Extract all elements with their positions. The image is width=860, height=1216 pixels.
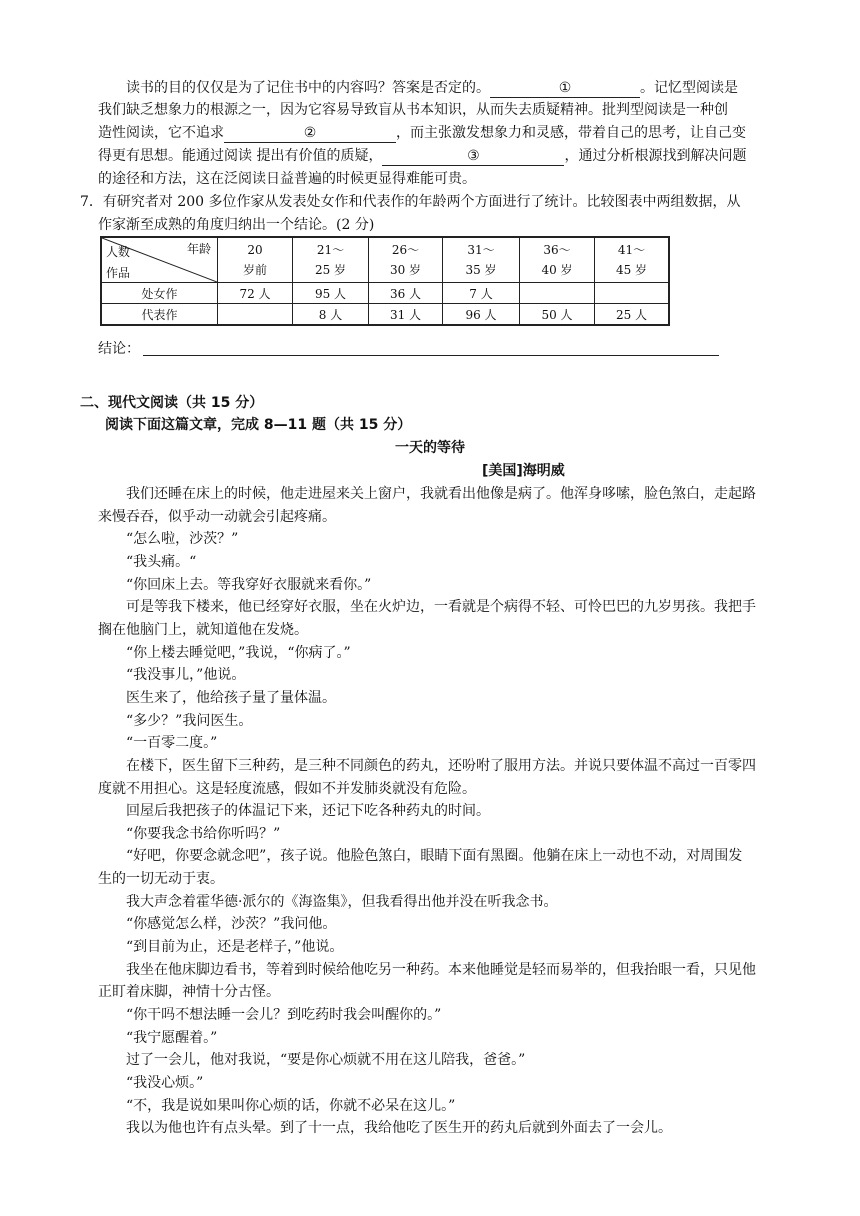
article-paragraph-line: 在楼下，医生留下三种药，是三种不同颜色的药丸，还吩咐了服用方法。并说只要体温不高过一百零四 bbox=[126, 757, 756, 774]
article-paragraph-line: “我头痛。“ bbox=[126, 554, 197, 570]
table-cell: 31 人 bbox=[369, 304, 443, 326]
article-paragraph-line: 我们还睡在床上的时候，他走进屋来关上窗户，我就看出他像是病了。他浑身哆嗦，脸色煞白，走起路 bbox=[126, 486, 756, 502]
article-title: 一天的等待 bbox=[395, 440, 465, 456]
age-header-cell: 20 岁前 bbox=[218, 237, 293, 283]
table-cell: 50 人 bbox=[520, 304, 595, 326]
table-cell bbox=[218, 304, 293, 326]
table-row bbox=[101, 304, 669, 326]
question-7-stem: 7．有研究者对 200 多位作家从发表处女作和代表作的年龄两个方面进行了统计。比较图表中两组数据，从 bbox=[80, 194, 741, 210]
corner-label-count: 人数 bbox=[106, 245, 131, 259]
age-header-cell: 21～ 25 岁 bbox=[293, 237, 369, 283]
article-paragraph-line: “到目前为止，还是老样子，”他说。 bbox=[126, 939, 344, 955]
section-heading: 二、现代文阅读（共 15 分） bbox=[80, 395, 264, 411]
conclusion-label: 结论： bbox=[98, 341, 140, 357]
article-paragraph-line: “你干吗不想法睡一会儿？到吃药时我会叫醒你的。” bbox=[126, 1006, 442, 1023]
passage-line-5: 的途径和方法，这在泛阅读日益普遍的时候更显得难能可贵。 bbox=[98, 171, 476, 187]
passage-line-3: 造性阅读，它不追求 ② ，而主张激发想象力和灵感，带着自己的思考，让自己变 bbox=[98, 125, 746, 141]
article-paragraph-line: “你上楼去睡觉吧，”我说，“你病了。” bbox=[126, 644, 351, 661]
article-paragraph-line: “不，我是说如果叫你心烦的话，你就不必呆在这儿。” bbox=[126, 1097, 456, 1114]
table-cell: 8 人 bbox=[293, 304, 369, 326]
blank-3[interactable]: ③ bbox=[382, 147, 564, 166]
row-label: 处女作 bbox=[101, 283, 218, 304]
table-cell: 72 人 bbox=[218, 283, 293, 304]
article-paragraph-line: 生的一切无动于衷。 bbox=[98, 871, 224, 887]
table-cell: 96 人 bbox=[443, 304, 520, 326]
age-header-cell: 36～ 40 岁 bbox=[520, 237, 595, 283]
article-paragraph-line: 度就不用担心。这是轻度流感，假如不并发肺炎就没有危险。 bbox=[98, 780, 476, 797]
age-header-cell: 31～ 35 岁 bbox=[443, 237, 520, 283]
passage-line-2: 我们缺乏想象力的根源之一，因为它容易导致盲从书本知识，从而失去质疑精神。批判型阅读是一种创 bbox=[98, 102, 728, 118]
article-author: [美国]海明威 bbox=[482, 463, 565, 479]
article-paragraph-line: “我宁愿醒着。” bbox=[126, 1029, 218, 1046]
article-paragraph-line: 过了一会儿，他对我说，“要是你心烦就不用在这儿陪我，爸爸。” bbox=[126, 1052, 526, 1069]
row-label: 代表作 bbox=[101, 304, 218, 326]
table-cell bbox=[520, 283, 595, 304]
article-paragraph-line: 来慢吞吞，似乎动一动就会引起疼痛。 bbox=[98, 508, 336, 525]
corner-label-works: 作品 bbox=[106, 266, 131, 280]
reading-instruction: 阅读下面这篇文章，完成 8—11 题（共 15 分） bbox=[105, 417, 412, 433]
article-paragraph-line: “你回床上去。等我穿好衣服就来看你。” bbox=[126, 576, 372, 593]
article-paragraph-line: “你感觉怎么样，沙茨？”我问他。 bbox=[126, 916, 337, 933]
article-paragraph-line: “好吧，你要念就念吧”，孩子说。他脸色煞白，眼睛下面有黑圈。他躺在床上一动也不动，对周围发 bbox=[126, 848, 743, 865]
article-paragraph-line: 正盯着床脚，神情十分古怪。 bbox=[98, 984, 280, 1001]
table-cell bbox=[595, 283, 670, 304]
article-paragraph-line: 医生来了，他给孩子量了量体温。 bbox=[126, 689, 336, 706]
article-paragraph-line: 可是等我下楼来，他已经穿好衣服，坐在火炉边，一看就是个病得不轻、可怜巴巴的九岁男孩。我把手 bbox=[126, 599, 756, 616]
passage-line-1: 读书的目的仅仅是为了记住书中的内容吗？答案是否定的。 ① 。记忆型阅读是 bbox=[126, 80, 738, 96]
table-cell: 95 人 bbox=[293, 283, 369, 304]
article-paragraph-line: 回屋后我把孩子的体温记下来，还记下吃各种药丸的时间。 bbox=[126, 803, 490, 820]
blank-1[interactable]: ① bbox=[490, 79, 640, 98]
table-corner-cell bbox=[101, 237, 218, 283]
conclusion-answer-line[interactable] bbox=[143, 354, 719, 356]
table-cell: 36 人 bbox=[369, 283, 443, 304]
article-paragraph-line: “怎么啦，沙茨？” bbox=[126, 531, 239, 548]
article-paragraph-line: “我没事儿，”他说。 bbox=[126, 667, 246, 684]
article-paragraph-line: “多少？”我问医生。 bbox=[126, 712, 253, 729]
article-paragraph-line: 我坐在他床脚边看书，等着到时候给他吃另一种药。本来他睡觉是轻而易举的，但我抬眼一看，只见他 bbox=[126, 961, 756, 978]
age-statistics-table bbox=[100, 236, 670, 326]
article-paragraph-line: 搁在他脑门上，就知道他在发烧。 bbox=[98, 621, 308, 638]
article-paragraph-line: “我没心烦。” bbox=[126, 1074, 204, 1091]
question-7-stem-cont: 作家渐至成熟的角度归纳出一个结论。(2 分) bbox=[98, 217, 375, 233]
blank-2[interactable]: ② bbox=[224, 124, 396, 143]
article-paragraph-line: 我以为他也许有点头晕。到了十一点，我给他吃了医生开的药丸后就到外面去了一会儿。 bbox=[126, 1120, 672, 1137]
corner-label-age: 年龄 bbox=[186, 242, 211, 256]
article-paragraph-line: 我大声念着霍华德·派尔的《海盗集》，但我看得出他并没在听我念书。 bbox=[126, 893, 558, 910]
table-row bbox=[101, 283, 669, 304]
table-cell: 7 人 bbox=[443, 283, 520, 304]
passage-line-4: 得更有思想。能通过阅读 提出有价值的质疑， ③ ，通过分析根源找到解决问题 bbox=[98, 148, 747, 164]
age-header-cell: 26～ 30 岁 bbox=[369, 237, 443, 283]
article-paragraph-line: “一百零二度。” bbox=[126, 735, 218, 752]
age-header-cell: 41～ 45 岁 bbox=[595, 237, 670, 283]
article-paragraph-line: “你要我念书给你听吗？” bbox=[126, 825, 281, 842]
table-cell: 25 人 bbox=[595, 304, 670, 326]
